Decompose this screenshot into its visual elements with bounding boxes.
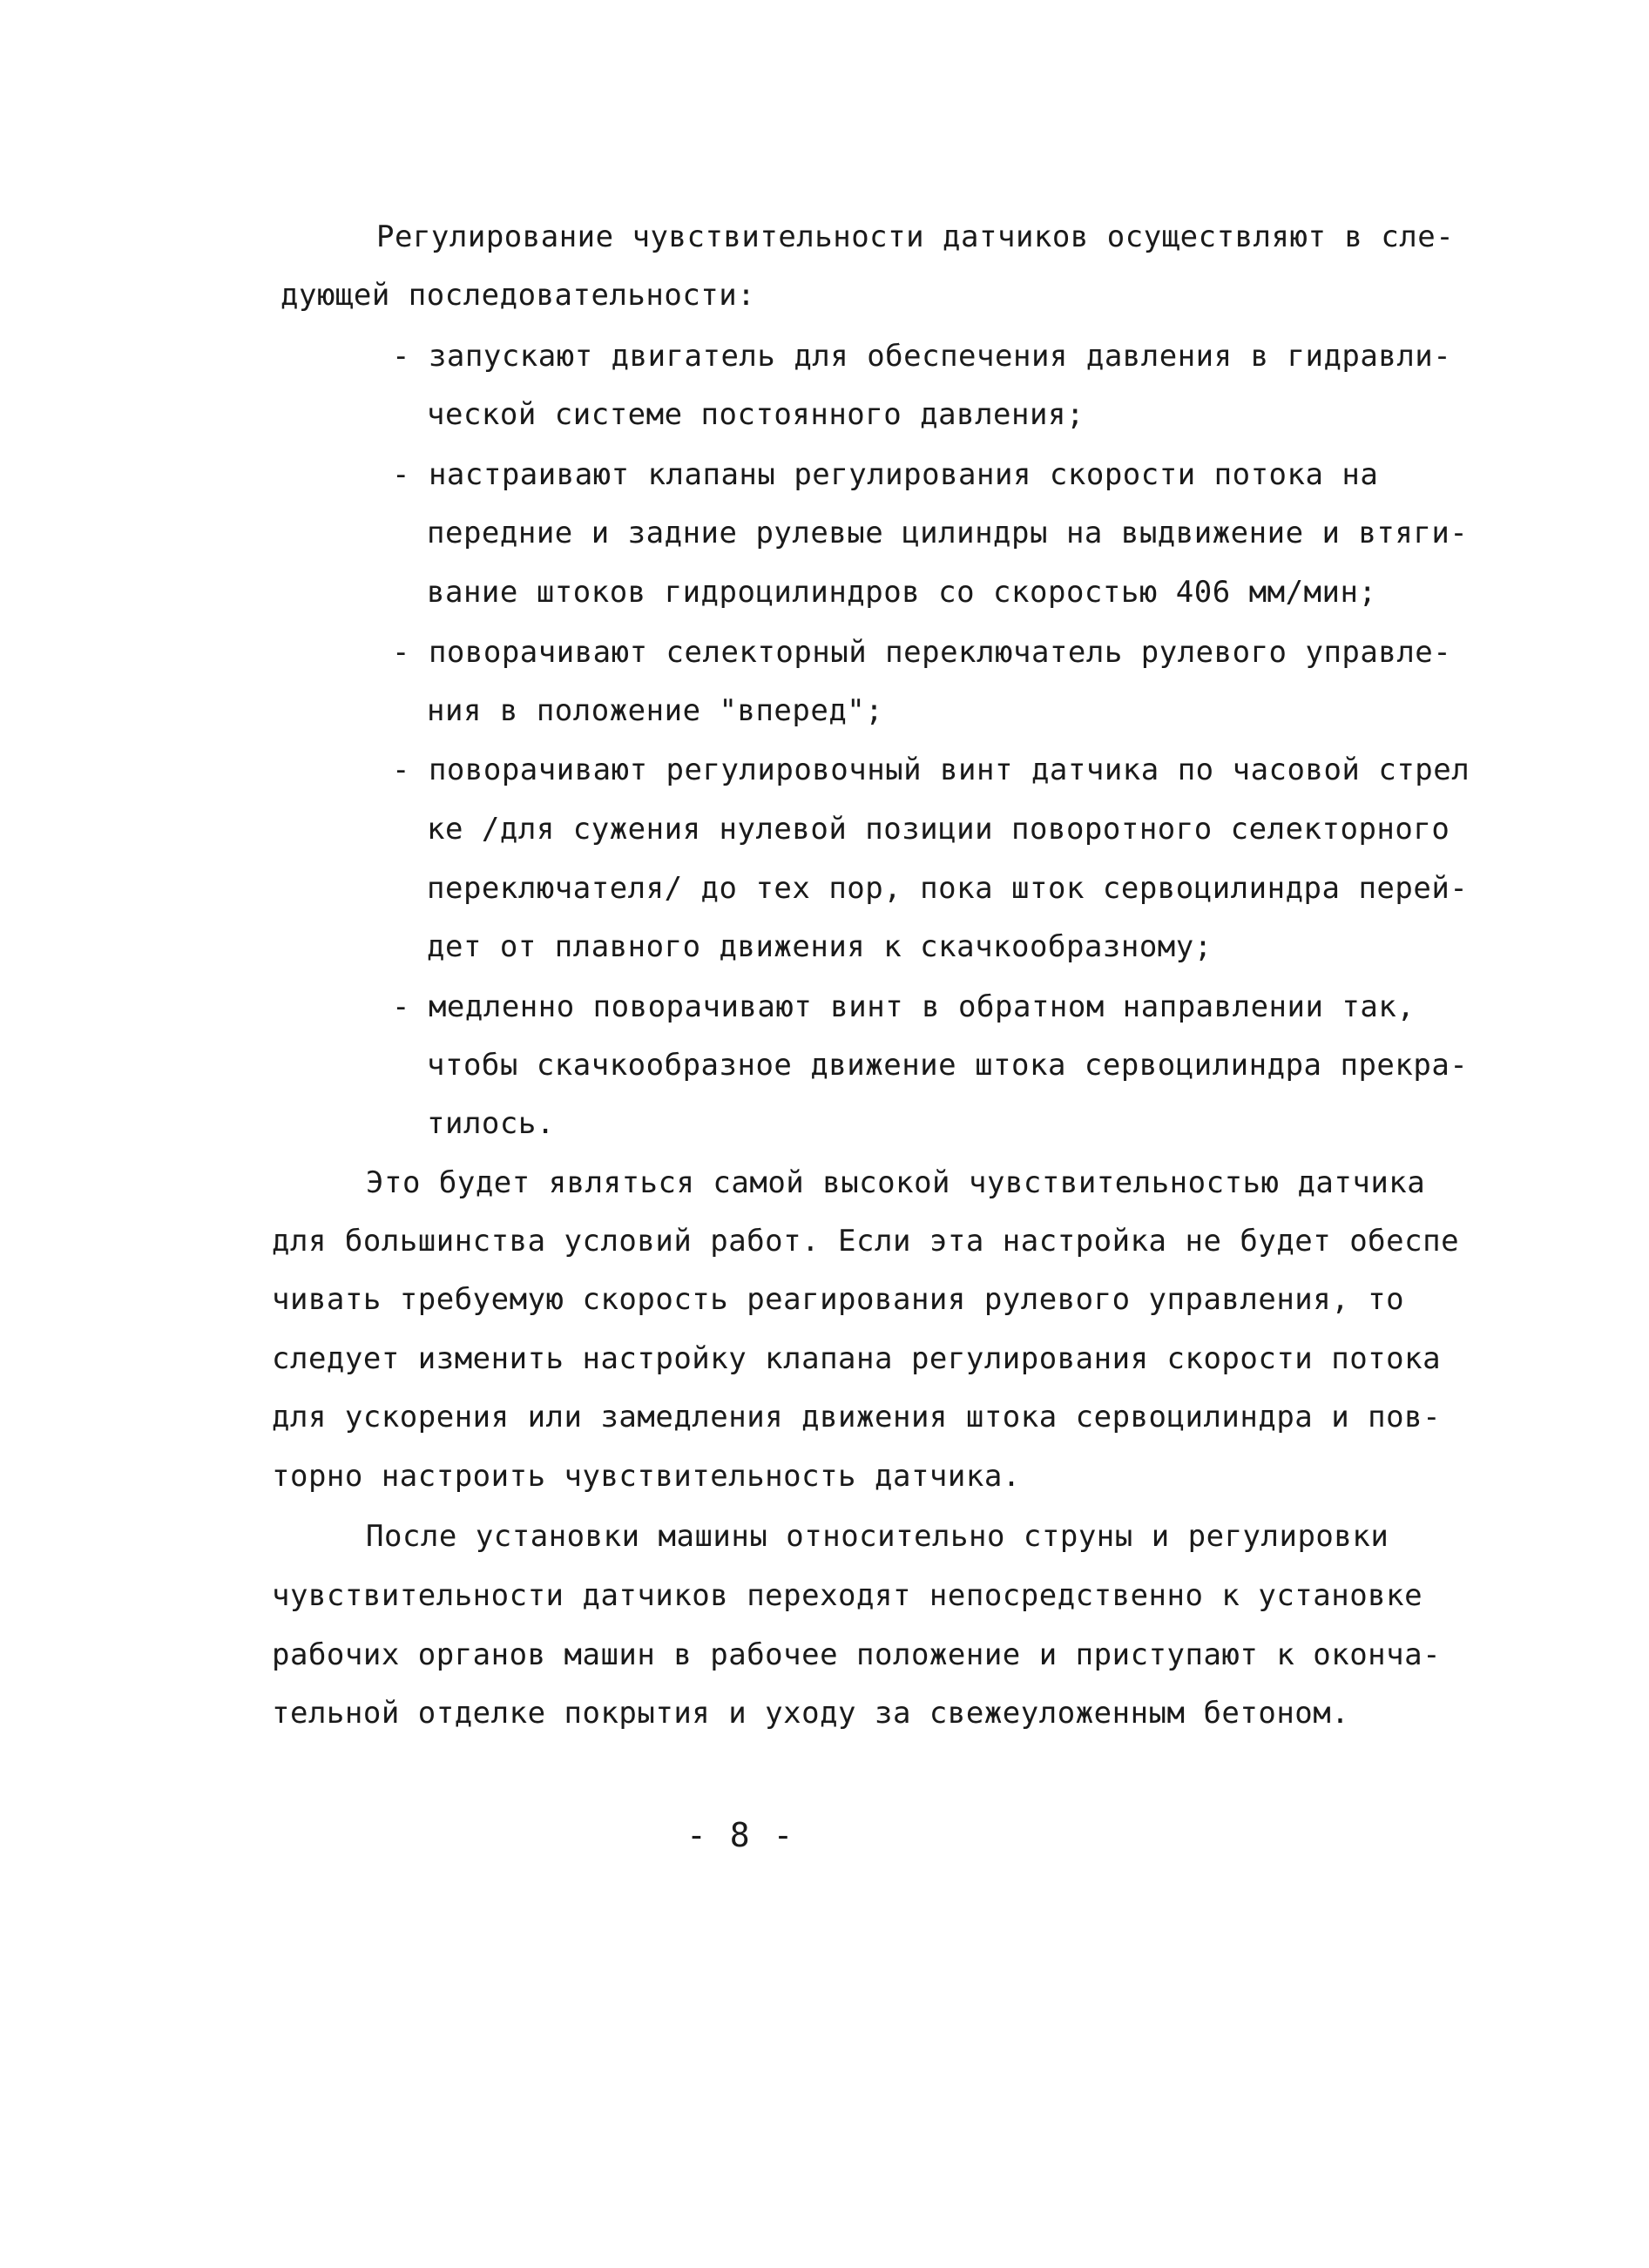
after-line-1: После установки машины относительно струны и регулировки xyxy=(366,1519,1389,1554)
step-4-line-4: дет от плавного движения к скачкообразному; xyxy=(427,929,1213,964)
step-4-line-3: переключателя/ до тех пор, пока шток сервоцилиндра перей- xyxy=(427,871,1469,906)
step-5-line-1: - медленно поворачивают винт в обратном направлении так, xyxy=(392,989,1416,1024)
after-line-3: рабочих органов машин в рабочее положение и приступают к оконча- xyxy=(272,1637,1442,1672)
sensitivity-line-3: чивать требуемую скорость реагирования рулевого управления, то xyxy=(272,1282,1405,1317)
sensitivity-line-5: для ускорения или замедления движения штока сервоцилиндра и пов- xyxy=(272,1400,1442,1434)
step-4-line-2: ке /для сужения нулевой позиции поворотного селекторного xyxy=(427,812,1450,847)
step-3-line-2: ния в положение "вперед"; xyxy=(427,693,884,728)
sensitivity-line-4: следует изменить настройку клапана регулирования скорости потока xyxy=(272,1341,1442,1376)
intro-line-2: дующей последовательности: xyxy=(280,278,756,313)
step-4-line-1: - поворачивают регулировочный винт датчика по часовой стрел xyxy=(392,753,1470,787)
step-1-line-1: - запускают двигатель для обеспечения давления в гидравли- xyxy=(392,339,1452,374)
page-number: - 8 - xyxy=(686,1816,795,1854)
step-2-line-3: вание штоков гидроцилиндров со скоростью 406 мм/мин; xyxy=(427,575,1377,610)
sensitivity-line-6: торно настроить чувствительность датчика. xyxy=(272,1459,1021,1494)
step-2-line-2: передние и задние рулевые цилиндры на выдвижение и втяги- xyxy=(427,516,1469,550)
sensitivity-line-1: Это будет являться самой высокой чувствительностью датчика xyxy=(366,1165,1426,1200)
step-2-line-1: - настраивают клапаны регулирования скорости потока на xyxy=(392,457,1379,492)
after-line-4: тельной отделке покрытия и уходу за свежеуложенным бетоном. xyxy=(272,1696,1350,1731)
step-5-line-2: чтобы скачкообразное движение штока сервоцилиндра прекра- xyxy=(427,1048,1469,1083)
after-line-2: чувствительности датчиков переходят непосредственно к установке xyxy=(272,1578,1423,1613)
step-5-line-3: тилось. xyxy=(427,1106,555,1141)
sensitivity-line-2: для большинства условий работ. Если эта настройка не будет обеспе xyxy=(272,1224,1460,1259)
step-1-line-2: ческой системе постоянного давления; xyxy=(427,397,1085,432)
step-3-line-1: - поворачивают селекторный переключатель рулевого управле- xyxy=(392,635,1452,670)
intro-line-1: Регулирование чувствительности датчиков осуществляют в сле- xyxy=(376,219,1455,254)
